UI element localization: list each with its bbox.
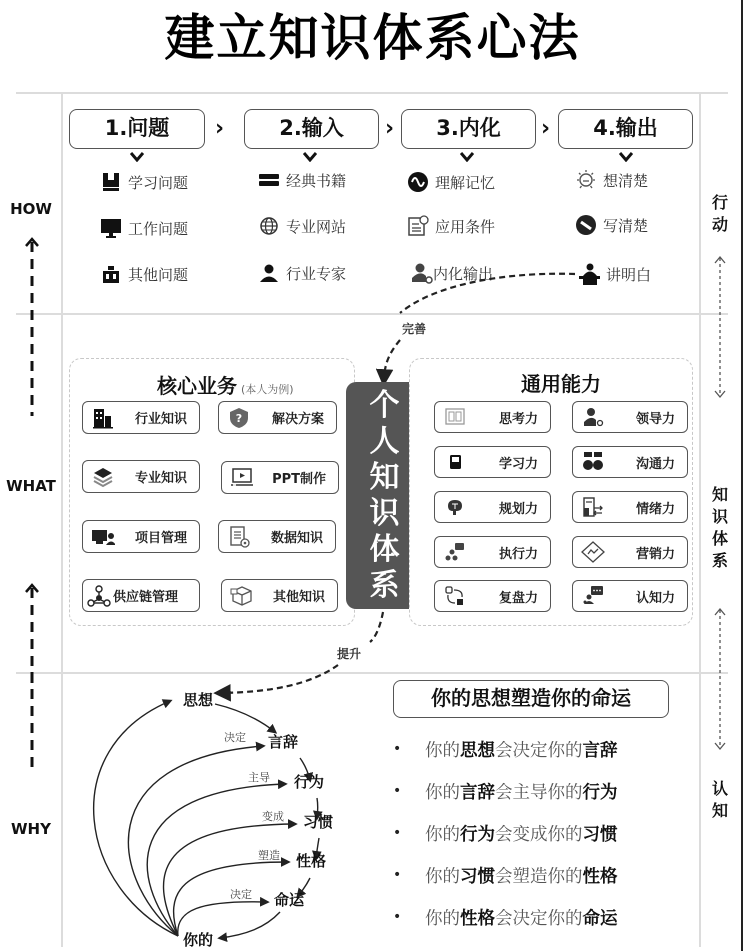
axis-label-action: 行 动 xyxy=(711,193,728,234)
dotted-double-arrow-icon xyxy=(712,255,728,400)
axis-label-how: HOW xyxy=(10,200,52,218)
chip-cognition[interactable]: 认知力 xyxy=(572,580,688,612)
chevron-right-icon: › xyxy=(215,116,225,141)
node-thought: 思想 xyxy=(183,691,214,709)
list-item: • 你的 行为 会变成你的 习惯 xyxy=(393,824,618,845)
how-item: 讲明白 xyxy=(578,262,651,286)
chevron-right-icon: › xyxy=(385,116,395,141)
how-item: 行业专家 xyxy=(258,261,346,285)
why-bullet-list xyxy=(393,728,618,938)
chip-professional-knowledge[interactable]: 专业知识 xyxy=(82,460,200,493)
axis-label-knowledge-system: 知 识 体 系 xyxy=(711,485,728,570)
how-item: 学习问题 xyxy=(100,170,188,194)
node-habits: 习惯 xyxy=(303,813,334,831)
list-item: • 你的 习惯 会塑造你的 性格 xyxy=(393,866,618,887)
how-item: 专业网站 xyxy=(258,214,346,238)
svg-text:?: ? xyxy=(235,411,243,425)
pen-circle-icon xyxy=(575,214,597,236)
why-headline: 你的思想塑造你的命运 xyxy=(393,680,669,718)
chip-marketing[interactable]: 营销力 xyxy=(572,536,688,568)
person-icon xyxy=(258,262,280,284)
step-question[interactable]: 1.问题 xyxy=(69,109,205,149)
leader-icon xyxy=(581,406,605,428)
data-document-icon xyxy=(227,526,251,548)
chat-people-icon xyxy=(581,451,605,473)
why-cycle-diagram xyxy=(60,680,390,951)
chip-industry-knowledge[interactable]: 行业知识 xyxy=(82,401,200,434)
chip-other-knowledge[interactable]: 其他知识 xyxy=(221,579,338,612)
box-network-icon xyxy=(230,585,254,607)
how-item: 其他问题 xyxy=(100,262,188,286)
edge-label-lead: 主导 xyxy=(248,771,270,784)
axis-label-why: WHY xyxy=(11,820,51,838)
edge-label-shape: 塑造 xyxy=(258,849,280,862)
page-right-border xyxy=(741,0,743,951)
chevron-right-icon: › xyxy=(541,116,551,141)
node-words: 言辞 xyxy=(268,733,299,751)
wave-circle-icon xyxy=(407,171,429,193)
chip-review[interactable]: 复盘力 xyxy=(434,580,551,612)
step-output[interactable]: 4.输出 xyxy=(558,109,693,149)
bookmark-book-icon xyxy=(100,171,122,193)
list-item: • 你的 言辞 会主导你的 行为 xyxy=(393,782,618,803)
how-item: 应用条件 xyxy=(407,214,495,238)
chevron-down-icon xyxy=(460,152,474,162)
edge-label-decide: 决定 xyxy=(224,731,246,744)
divider-what-why xyxy=(16,672,728,674)
document-settings-icon xyxy=(407,215,429,237)
axis-label-what: WHAT xyxy=(6,477,56,495)
chip-solutions[interactable]: ? 解决方案 xyxy=(218,401,337,434)
axis-label-cognition: 认 知 xyxy=(711,779,728,820)
notebook-icon xyxy=(443,451,467,473)
link-label-improve: 完善 xyxy=(402,322,427,336)
buildings-icon xyxy=(91,407,115,429)
globe-icon xyxy=(258,215,280,237)
chip-communication[interactable]: 沟通力 xyxy=(572,446,688,478)
person-gear-icon xyxy=(411,262,433,284)
cycle-review-icon xyxy=(443,585,467,607)
divider-top xyxy=(16,92,728,94)
layers-icon xyxy=(91,466,115,488)
chip-learning[interactable]: 学习力 xyxy=(434,446,551,478)
chip-project-management[interactable]: 项目管理 xyxy=(82,520,200,553)
chip-execution[interactable]: 执行力 xyxy=(434,536,551,568)
chip-ppt[interactable]: PPT制作 xyxy=(221,461,339,494)
monitor-icon xyxy=(100,217,122,239)
building-icon xyxy=(100,263,122,285)
node-actions: 行为 xyxy=(294,773,325,791)
chip-emotion[interactable]: 情绪力 xyxy=(572,491,688,523)
how-item: 写清楚 xyxy=(575,213,648,237)
dashed-line-icon xyxy=(22,672,42,772)
divider-how-what xyxy=(16,313,728,315)
list-item: • 你的 性格 会决定你的 命运 xyxy=(393,908,618,929)
books-stack-icon xyxy=(258,169,280,191)
lightbulb-icon xyxy=(575,169,597,191)
how-item: 经典书籍 xyxy=(258,168,346,192)
picture-frame-icon xyxy=(443,406,467,428)
presentation-icon xyxy=(230,467,254,489)
marketing-tag-icon xyxy=(581,541,605,563)
general-ability-title: 通用能力 xyxy=(521,372,601,396)
edge-label-decide-2: 决定 xyxy=(230,888,252,901)
node-destiny: 命运 xyxy=(274,891,305,909)
step-input[interactable]: 2.输入 xyxy=(244,109,379,149)
computer-user-icon xyxy=(91,526,115,548)
team-tasks-icon xyxy=(443,541,467,563)
node-character: 性格 xyxy=(296,852,327,870)
presenter-board-icon xyxy=(581,585,605,607)
step-internalize[interactable]: 3.内化 xyxy=(401,109,536,149)
page-title: 建立知识体系心法 xyxy=(164,9,581,67)
list-item: • 你的 思想 会决定你的 言辞 xyxy=(393,740,618,761)
link-label-elevate: 提升 xyxy=(337,647,362,661)
chip-planning[interactable]: 规划力 xyxy=(434,491,551,523)
chevron-down-icon xyxy=(130,152,144,162)
speaker-podium-icon xyxy=(578,263,600,285)
emotion-exchange-icon xyxy=(581,496,605,518)
core-business-title: 核心业务 (本人为例) xyxy=(157,374,294,398)
network-nodes-icon xyxy=(87,585,111,607)
chip-thinking[interactable]: 思考力 xyxy=(434,401,551,433)
chevron-down-icon xyxy=(619,152,633,162)
how-item: 想清楚 xyxy=(575,168,648,192)
brain-icon xyxy=(443,496,467,518)
chip-data-knowledge[interactable]: 数据知识 xyxy=(218,520,336,553)
how-item: 内化输出 xyxy=(411,261,493,285)
chip-supply-chain[interactable]: 供应链管理 xyxy=(82,579,200,612)
node-you: 你的 xyxy=(183,931,214,949)
chevron-down-icon xyxy=(303,152,317,162)
dotted-double-arrow-icon xyxy=(712,607,728,752)
shield-question-icon xyxy=(227,407,251,429)
dashed-up-arrow-icon xyxy=(22,236,42,416)
how-item: 理解记忆 xyxy=(407,170,495,194)
edge-label-become: 变成 xyxy=(262,810,284,823)
how-item: 工作问题 xyxy=(100,216,188,240)
chip-leadership[interactable]: 领导力 xyxy=(572,401,688,433)
personal-knowledge-system-box: 个 人 知 识 体 系 xyxy=(346,382,423,609)
